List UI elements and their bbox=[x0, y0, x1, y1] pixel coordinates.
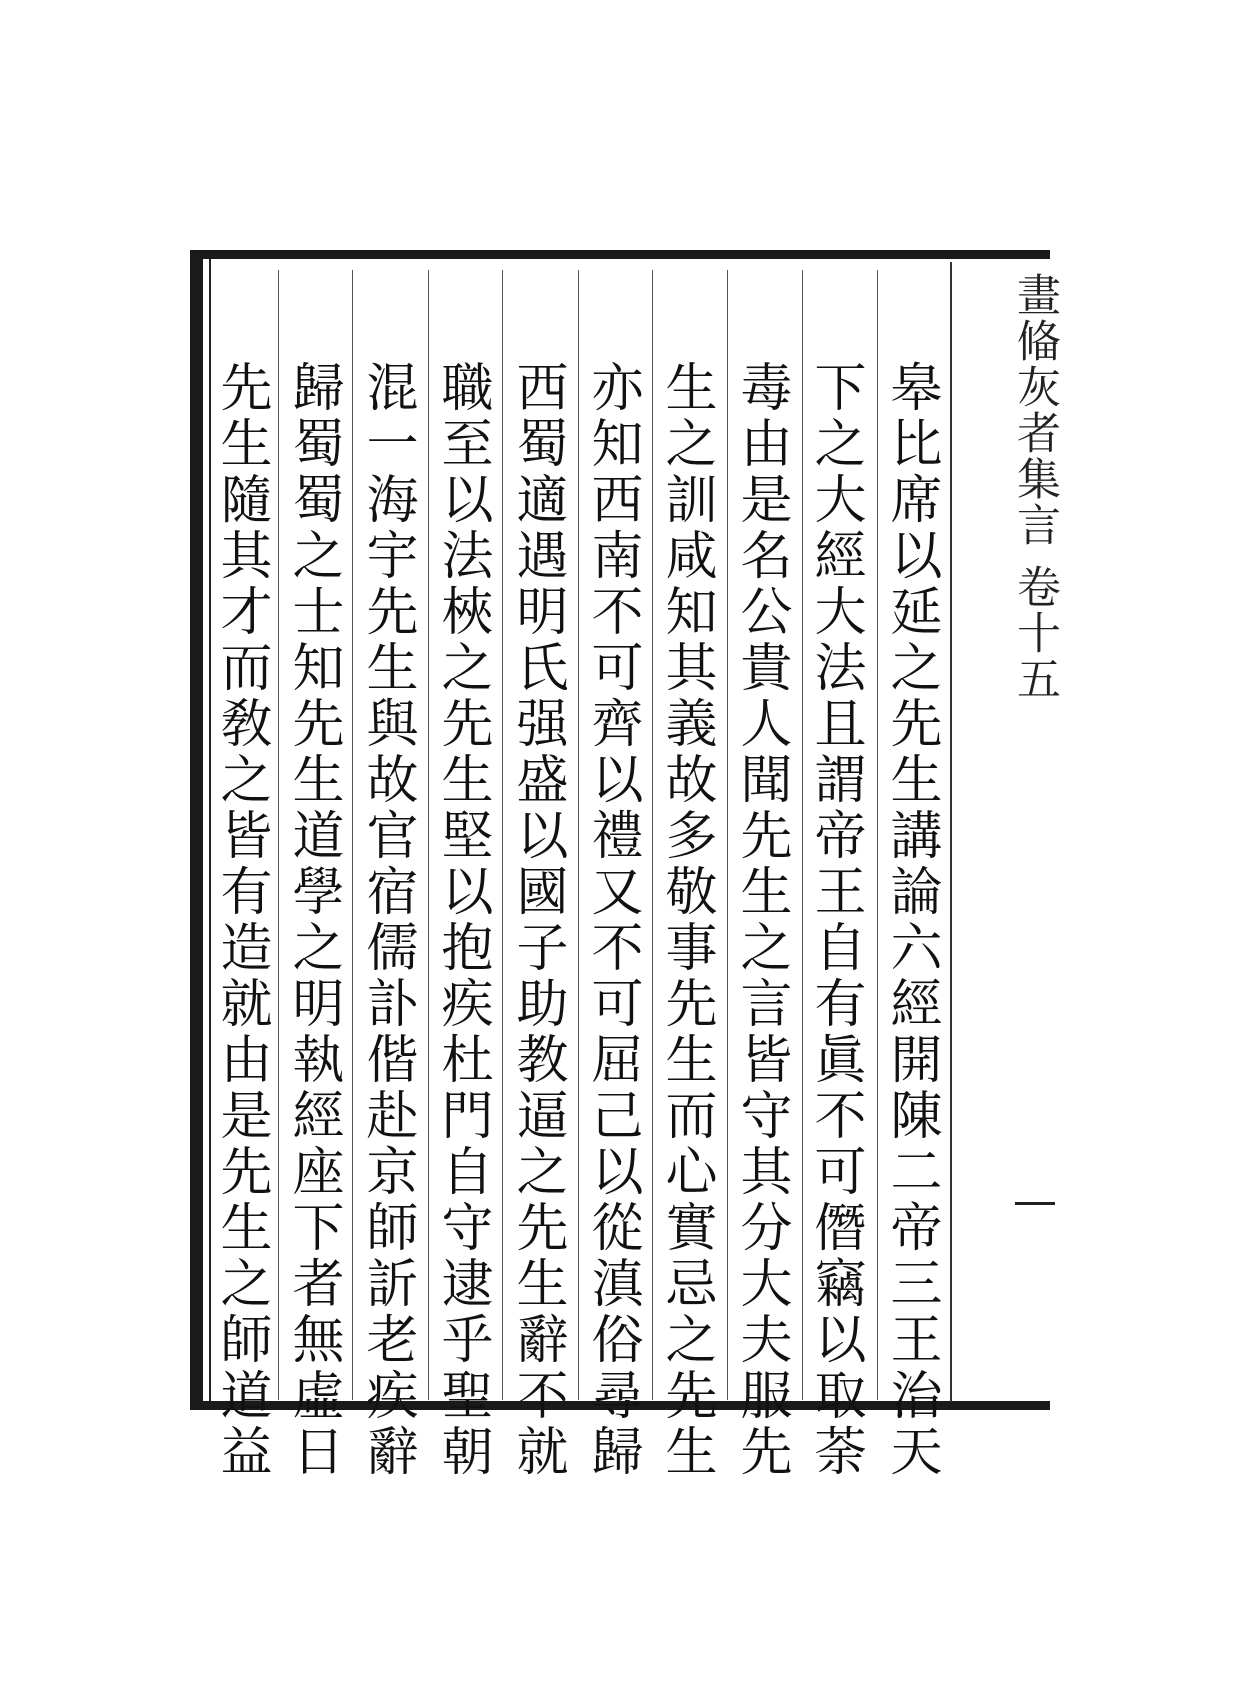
column-rule bbox=[352, 270, 353, 1400]
text-column: 西蜀適遇明氏强盛以國子助教逼之先生辭不就 bbox=[507, 360, 567, 1480]
text-column: 毒由是名公貴人聞先生之言皆守其分大夫服先 bbox=[731, 360, 791, 1480]
text-column: 歸蜀蜀之士知先生道學之明執經座下者無虛日 bbox=[283, 360, 343, 1480]
column-rule bbox=[727, 270, 728, 1400]
text-column: 職至以法梜之先生堅以抱疾杜門自守逮乎聖朝 bbox=[432, 360, 492, 1480]
text-column: 亦知西南不可齊以禮又不可屈己以從滇俗尋歸 bbox=[582, 360, 642, 1480]
text-column: 皋比席以延之先生講論六經開陳二帝三王治天 bbox=[881, 360, 941, 1480]
text-column: 生之訓咸知其義故多敬事先生而心實忌之先生 bbox=[656, 360, 716, 1480]
column-rule bbox=[950, 262, 952, 1402]
column-rule bbox=[802, 270, 803, 1400]
column-rule bbox=[578, 270, 579, 1400]
column-rule bbox=[652, 270, 653, 1400]
margin-mark bbox=[1015, 1202, 1055, 1205]
column-rule bbox=[428, 270, 429, 1400]
margin-title: 畫偹灰者集言 卷十五 bbox=[1009, 272, 1060, 702]
column-rule bbox=[278, 270, 279, 1400]
column-rule bbox=[877, 270, 878, 1400]
column-rule bbox=[502, 270, 503, 1400]
text-column: 先生隨其才而敎之皆有造就由是先生之師道益 bbox=[211, 360, 271, 1480]
text-column: 下之大經大法且謂帝王自有眞不可僭竊以取荼 bbox=[805, 360, 865, 1480]
text-column: 混一海宇先生與故官宿儒訃偕赴京師訢老疾辭 bbox=[357, 360, 417, 1480]
